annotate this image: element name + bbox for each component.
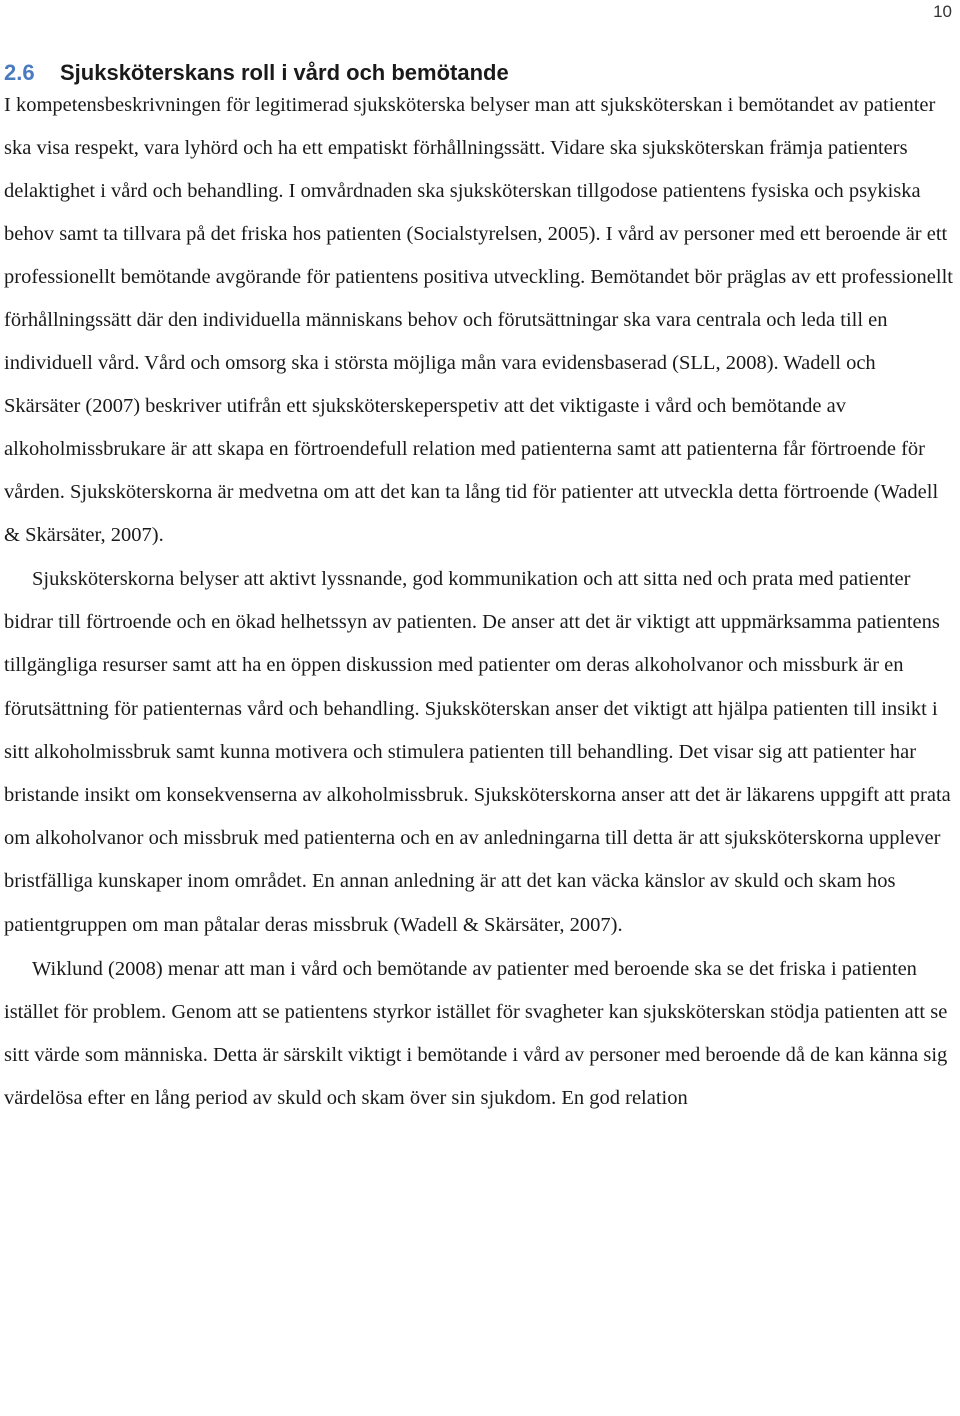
paragraph: Sjuksköterskorna belyser att aktivt lyssnande, god kommunikation och att sitta ned och prata med patienter bidrar till förtroende och en ökad helhetssyn av patienten. De anser att det är viktigt att uppmärksamma patientens tillgängliga resurser samt att ha en öppen diskussion med patienter om deras alkoholvanor och missburk är en förutsättning för patienternas vård och behandling. Sjuksköterskan anser det viktigt att hjälpa patienten till insikt i sitt alkoholmissbruk samt kunna motivera och stimulera patienten till behandling. Det visar sig att patienter har bristande insikt om konsekvenserna av alkoholmissbruk. Sjuksköterskorna anser att det är läkarens uppgift att prata om alkoholvanor och missbruk med patienterna och en av anledningarna till detta är att sjuksköterskorna upplever bristfälliga kunskaper inom området. En annan anledning är att det kan väcka känslor av skuld och skam hos patientgruppen om man påtalar deras missbruk (Wadell & Skärsäter, 2007).	[4, 568, 951, 936]
section-title: Sjuksköterskans roll i vård och bemötande	[60, 60, 509, 85]
section-number: 2.6	[4, 60, 35, 85]
paragraph: I kompetensbeskrivningen för legitimerad sjuksköterska belyser man att sjuksköterskan i bemötandet av patienter ska visa respekt, vara lyhörd och ha ett empatiskt förhållningssätt. Vidare ska sjuksköterskan främja patienters delaktighet i vård och behandling. I omvårdnaden ska sjuksköterskan tillgodose patientens fysiska och psykiska behov samt ta tillvara på det friska hos patienten (Socialstyrelsen, 2005). I vård av personer med ett beroende är ett professionellt bemötande avgörande för patientens positiva utveckling. Bemötandet bör präglas av ett professionellt förhållningssätt där den individuella människans behov och förutsättningar ska vara centrala och leda till en individuell vård. Vård och omsorg ska i största möjliga mån vara evidensbaserad (SLL, 2008). Wadell och Skärsäter (2007) beskriver utifrån ett sjuksköterskeperspetiv att det viktigaste i vård och bemötande av alkoholmissbrukare är att skapa en förtroendefull relation med patienterna samt att patienterna får förtroende för vården. Sjuksköterskorna är medvetna om att det kan ta lång tid för patienter att utveckla detta förtroende (Wadell & Skärsäter, 2007).	[4, 94, 953, 546]
paragraph: Wiklund (2008) menar att man i vård och bemötande av patienter med beroende ska se det friska i patienten istället för problem. Genom att se patientens styrkor istället för svagheter kan sjuksköterskan stödja patienten att se sitt värde som människa. Detta är särskilt viktigt i bemötande i vård av personer med beroende då de kan känna sig värdelösa efter en lång period av skuld och skam över sin sjukdom. En god relation	[4, 957, 948, 1110]
document-body	[4, 58, 956, 1121]
page-number: 10	[933, 2, 952, 21]
